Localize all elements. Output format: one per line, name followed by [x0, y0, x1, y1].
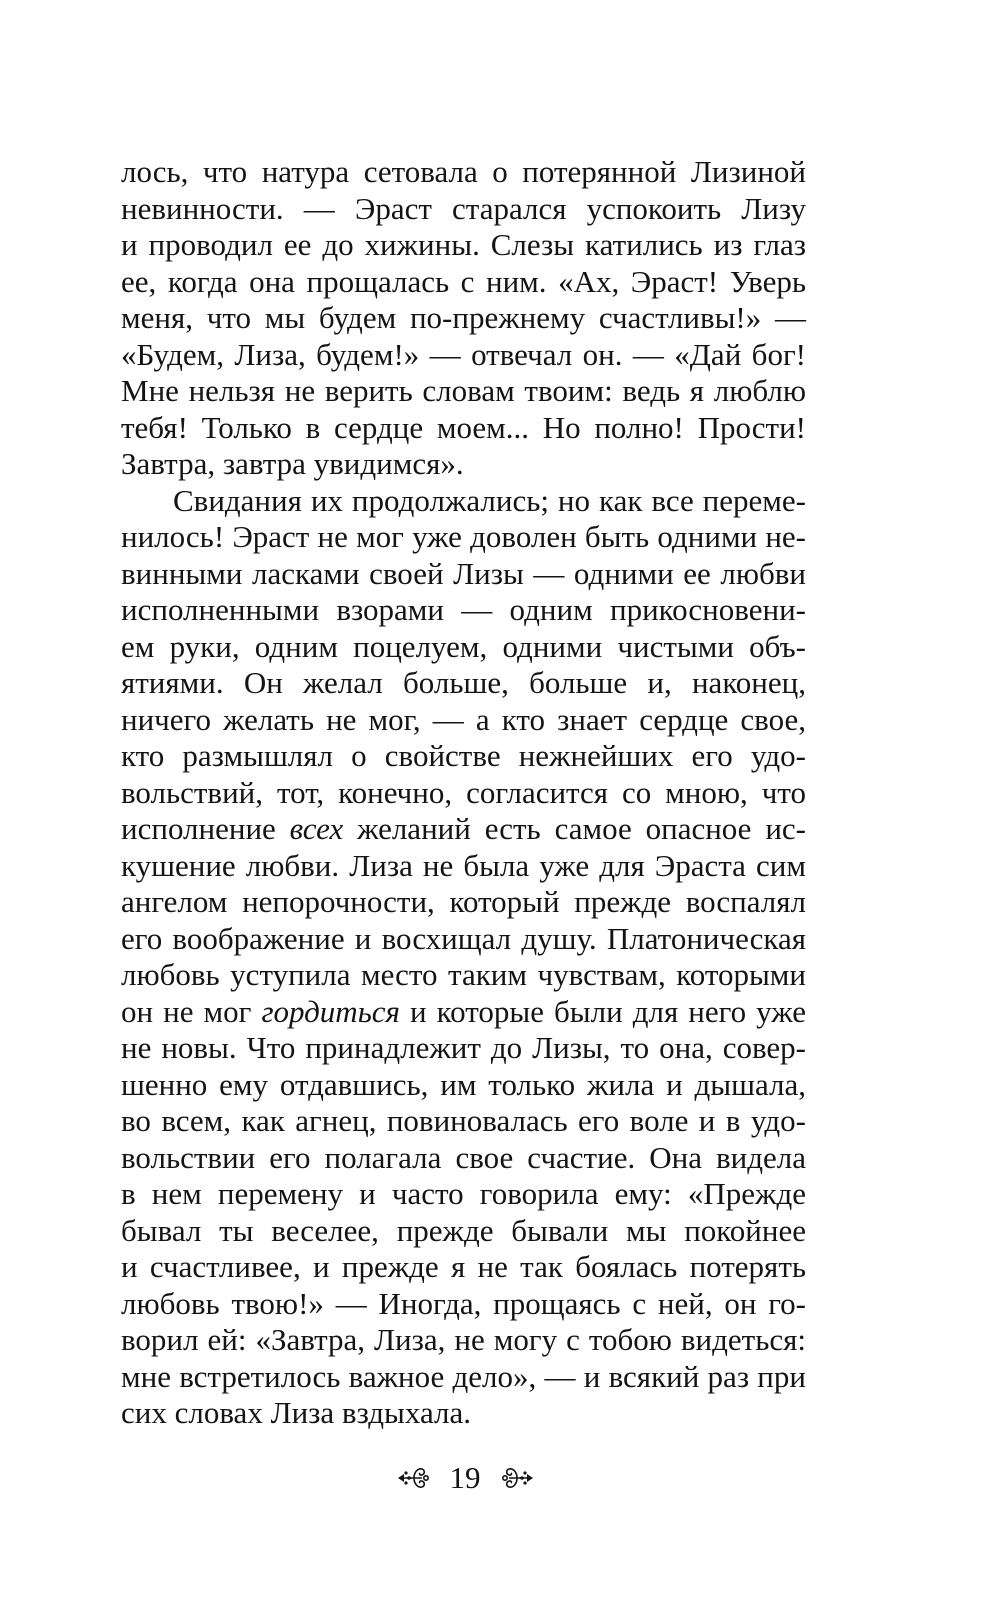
- text-segment: его воображение и восхищал душу. Платоническая: [121, 920, 806, 956]
- text-line: [121, 1359, 806, 1396]
- text-segment: ятиями. Он желал больше, больше и, наконец,: [121, 665, 806, 700]
- text-line: [121, 227, 806, 264]
- text-segment: и которые были для него уже: [399, 993, 806, 1029]
- text-line: [121, 1213, 806, 1250]
- text-segment: не новы. Что принадлежит до Лизы, то она, совер-: [121, 1030, 806, 1065]
- text-segment: и проводил ее до хижины. Слезы катились из глаз: [121, 227, 806, 262]
- paragraph: [121, 154, 806, 483]
- text-segment: Завтра, завтра увидимся».: [121, 446, 464, 481]
- text-segment: «Будем, Лиза, будем!» — отвечал он. — «Дай бог!: [121, 336, 806, 372]
- text-segment: кто размышлял о свойстве нежнейших его удо-: [121, 738, 806, 773]
- text-segment: винными ласками своей Лизы — одними ее любви: [121, 555, 806, 591]
- text-segment: желаний есть самое опасное ис-: [343, 811, 806, 846]
- text-line: [121, 1322, 806, 1359]
- text-segment: тебя! Только в сердце моем... Но полно! Прости!: [121, 409, 806, 445]
- text-line: [121, 264, 806, 301]
- text-segment: ее, когда она прощалась с ним. «Ах, Эраст! Уверь: [121, 263, 806, 299]
- text-segment: в нем перемену и часто говорила ему: «Прежде: [121, 1176, 806, 1211]
- text-segment: ничего желать не мог, — а кто знает сердце свое,: [121, 701, 806, 737]
- text-line: [121, 738, 806, 775]
- text-segment: ворил ей: «Завтра, Лиза, не могу с тобою видеться:: [121, 1322, 806, 1357]
- text-segment: во всем, как агнец, повиновалась его воле и в удо-: [121, 1103, 806, 1138]
- text-segment: меня, что мы будем по-прежнему счастливы!» —: [121, 300, 806, 335]
- text-line: [121, 483, 806, 520]
- text-segment: и счастливее, и прежде я не так боялась потерять: [121, 1249, 806, 1284]
- text-segment: невинности. — Эраст старался успокоить Лизу: [121, 190, 806, 226]
- text-line: [121, 848, 806, 885]
- text-line: [121, 1140, 806, 1177]
- text-line: [121, 629, 806, 666]
- text-segment: шенно ему отдавшись, им только жила и дышала,: [121, 1066, 806, 1102]
- text-line: [121, 300, 806, 337]
- text-line: [121, 957, 806, 994]
- text-line: [121, 665, 806, 702]
- page-number: 19: [449, 1460, 481, 1495]
- text-line: [121, 191, 806, 228]
- text-segment: бывал ты веселее, прежде бывали мы покойнее: [121, 1212, 806, 1248]
- text-segment: исполненными взорами — одним прикосновени-: [121, 592, 806, 627]
- text-line: [121, 1286, 806, 1323]
- text-line: [121, 994, 806, 1031]
- text-line: [121, 702, 806, 739]
- text-line: [121, 921, 806, 958]
- text-segment: нилось! Эраст не мог уже доволен быть одними не-: [121, 519, 806, 554]
- text-line: [121, 373, 806, 410]
- text-segment: он не мог: [121, 993, 262, 1029]
- text-segment: любовь уступила место таким чувствам, которыми: [121, 957, 806, 992]
- text-segment: вольствий, тот, конечно, согласится со мною, что: [121, 774, 806, 810]
- floral-ornament-icon: [396, 1464, 432, 1492]
- text-line: [121, 811, 806, 848]
- text-segment: Свидания их продолжались; но как все переме-: [173, 482, 806, 518]
- page-footer: [0, 1458, 1000, 1498]
- text-segment: мне встретилось важное дело», — и всякий раз при: [121, 1358, 806, 1394]
- text-segment: ем руки, одним поцелуем, одними чистыми объ-: [121, 628, 806, 664]
- text-line: [121, 446, 806, 483]
- body-text: [121, 154, 806, 1432]
- text-segment: вольствии его полагала свое счастие. Она видела: [121, 1139, 806, 1175]
- text-line: [121, 1176, 806, 1213]
- text-line: [121, 592, 806, 629]
- text-line: [121, 337, 806, 374]
- text-segment: Мне нельзя не верить словам твоим: ведь я люблю: [121, 373, 806, 408]
- text-line: [121, 1395, 806, 1432]
- text-line: [121, 556, 806, 593]
- text-line: [121, 1030, 806, 1067]
- text-line: [121, 519, 806, 556]
- paragraph: [121, 483, 806, 1432]
- text-line: [121, 410, 806, 447]
- text-segment: ангелом непорочности, который прежде воспалял: [121, 884, 806, 919]
- text-segment: сих словах Лиза вздыхала.: [121, 1395, 471, 1430]
- text-segment: кушение любви. Лиза не была уже для Эраста сим: [121, 847, 806, 883]
- emphasized-word: гордиться: [261, 993, 400, 1029]
- text-segment: лось, что натура сетовала о потерянной Лизиной: [121, 154, 806, 189]
- text-line: [121, 154, 806, 191]
- text-segment: исполнение: [121, 811, 290, 846]
- text-line: [121, 1103, 806, 1140]
- emphasized-word: всех: [289, 811, 344, 846]
- text-line: [121, 1067, 806, 1104]
- text-line: [121, 1249, 806, 1286]
- text-line: [121, 775, 806, 812]
- text-segment: любовь твою!» — Иногда, прощаясь с ней, он го-: [121, 1285, 806, 1321]
- text-line: [121, 884, 806, 921]
- floral-ornament-icon: [499, 1464, 535, 1492]
